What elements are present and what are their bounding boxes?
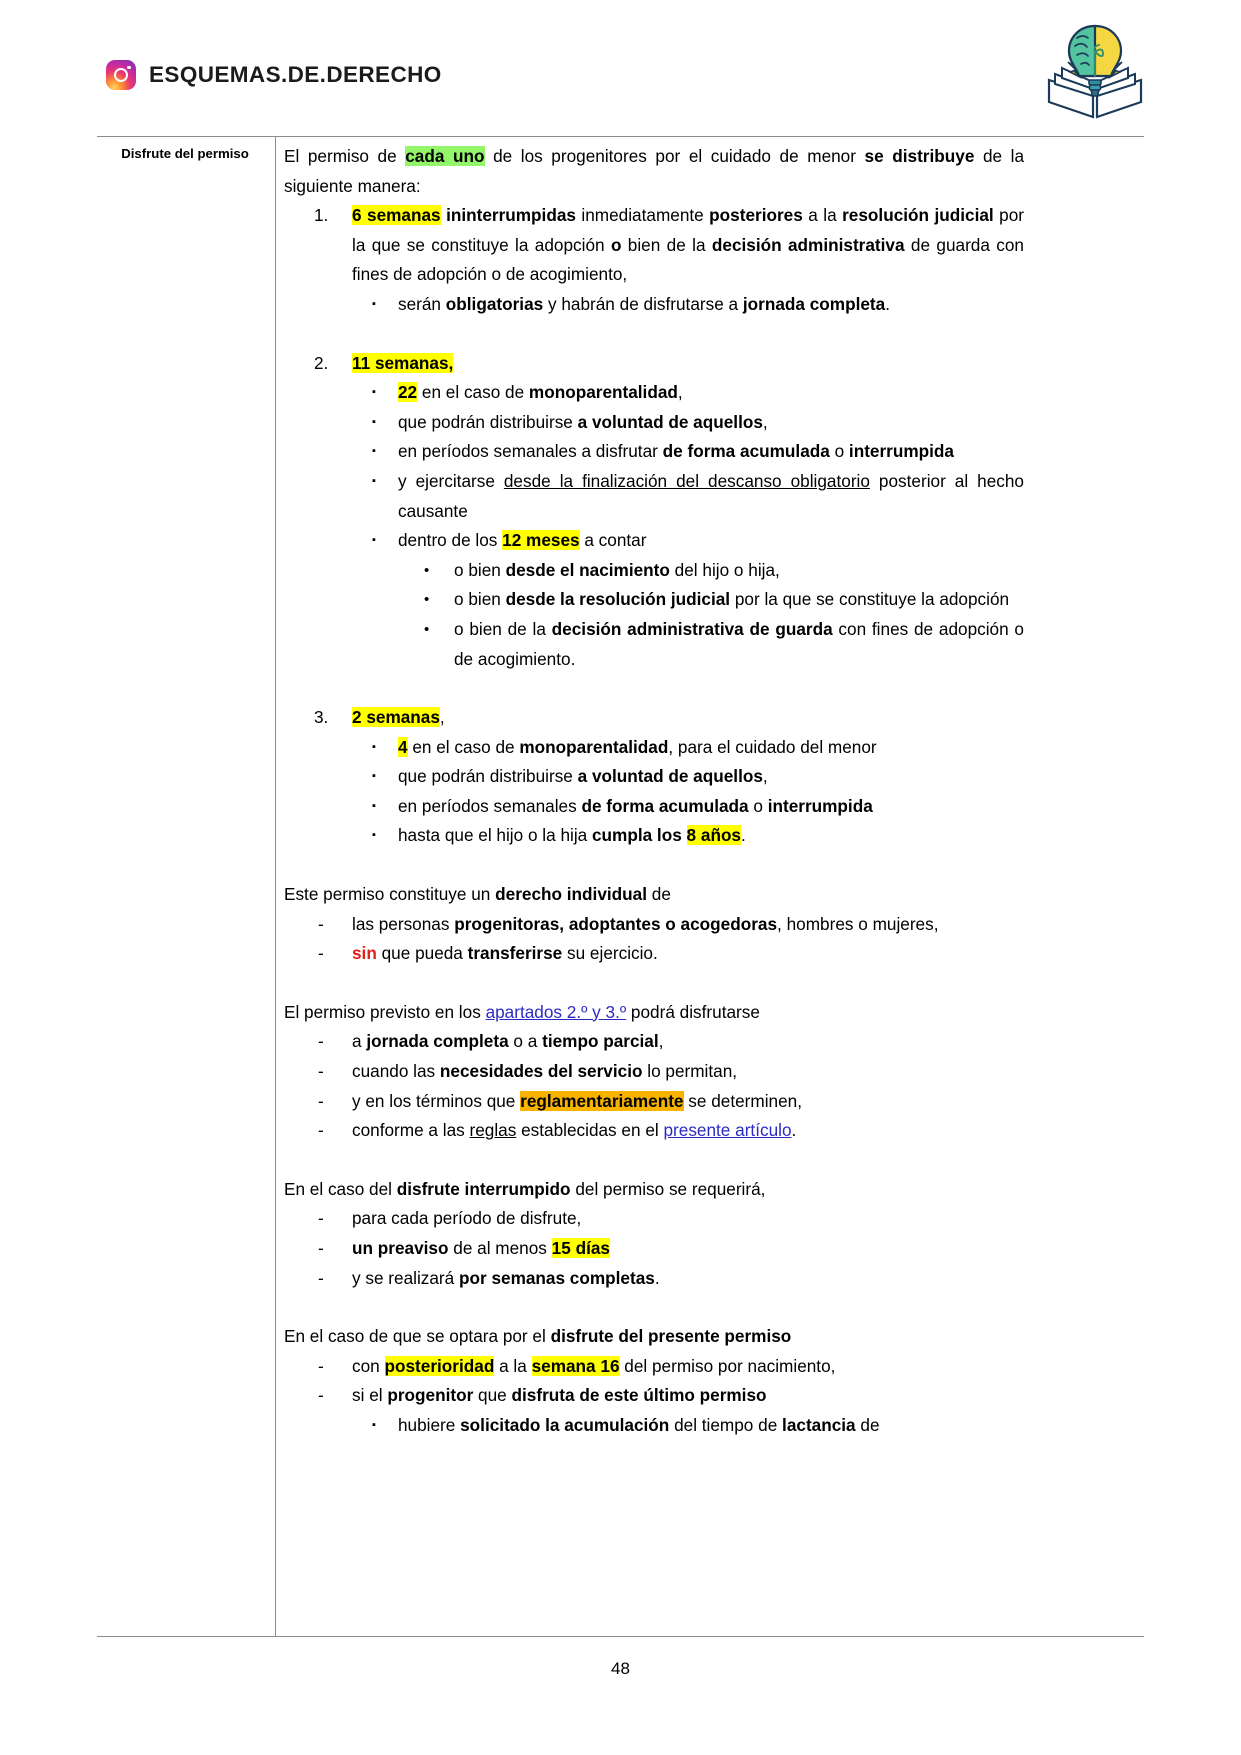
bullet-square-icon: ▪ <box>372 386 376 399</box>
spacer <box>284 320 1024 349</box>
lead-text-2: de <box>647 884 671 905</box>
bold-monoparentalidad: monoparentalidad <box>528 382 678 403</box>
bold-posteriores: posteriores <box>709 205 803 226</box>
sub-text-2: , <box>762 411 768 432</box>
dash-text-1: cuando las <box>352 1061 440 1082</box>
dash-marker: - <box>318 943 324 964</box>
dash-text-2: . <box>654 1267 660 1288</box>
dash-text-1: conforme a las <box>352 1120 470 1141</box>
subsub-text-2: del hijo o hija, <box>669 559 780 580</box>
lead-text-1: Este permiso constituye un <box>284 884 496 905</box>
list-item-2-sub-4 <box>284 467 1024 526</box>
list-item-2-subsub-1 <box>284 556 1024 586</box>
sub-text-1: y ejercitarse <box>398 470 504 491</box>
paragraph-disfrute-interrumpido <box>284 1175 1024 1205</box>
link-presente-articulo[interactable]: presente artículo <box>663 1120 792 1141</box>
intro-text-1: El permiso de <box>284 146 406 166</box>
dash-item-apartados-1 <box>284 1027 1024 1057</box>
lead-text-2: podrá disfrutarse <box>626 1001 760 1022</box>
lead-text-1: En el caso de que se optara por el <box>284 1326 551 1347</box>
dash-item-apartados-3 <box>284 1087 1024 1117</box>
bold-interrumpida: interrumpida <box>848 441 954 462</box>
paragraph-apartados <box>284 998 1024 1028</box>
list-item-1 <box>284 201 1024 290</box>
bold-de-forma-acumulada: de forma acumulada <box>662 441 830 462</box>
dash-text-2: , hombres o mujeres, <box>777 913 939 934</box>
row-label-disfrute-del-permiso: Disfrute del permiso <box>121 146 249 161</box>
sub-text-3: de <box>855 1414 880 1435</box>
item1-text-5: de guarda con fines de adopción o de acogimiento, <box>352 234 1024 285</box>
subsub-text-1: o bien <box>454 559 506 580</box>
bold-disfrute-del-presente-permiso: disfrute del presente permiso <box>550 1326 792 1347</box>
brand-block <box>106 60 442 90</box>
item1-text-3: por la que se constituye la adopción <box>352 205 1025 255</box>
item3-text-after: , <box>439 707 445 728</box>
bold-monoparentalidad: monoparentalidad <box>519 736 669 757</box>
sub-text-1: serán <box>398 293 446 314</box>
dash-item-apartados-4 <box>284 1116 1024 1146</box>
dash-text-2: lo permitan, <box>642 1061 738 1082</box>
sub-text-2: posterior al hecho causante <box>398 470 1024 521</box>
list-item-3-sub-2 <box>284 762 1024 792</box>
sub-text-1: que podrán distribuirse <box>398 766 578 787</box>
highlight-11-semanas: 11 semanas, <box>352 352 454 373</box>
intro-text-2: de los progenitores por el cuidado de menor <box>484 146 865 166</box>
list-item-3-sub-3 <box>284 792 1024 822</box>
dash-marker: - <box>318 1208 324 1229</box>
brand-name: ESQUEMAS.DE.DERECHO <box>149 62 442 87</box>
underline-reglas: reglas <box>469 1120 517 1141</box>
item1-text-1: inmediatamente <box>575 205 710 226</box>
list-item-2-subsub-2 <box>284 585 1024 615</box>
dash-text-3: . <box>791 1120 797 1141</box>
bold-tiempo-parcial: tiempo parcial <box>542 1031 659 1052</box>
bold-jornada-completa: jornada completa <box>742 293 886 314</box>
sub-text-2: o <box>829 441 849 462</box>
bold-jornada-completa: jornada completa <box>366 1031 509 1052</box>
list-item-3-sub-4 <box>284 821 1024 851</box>
bold-transferirse: transferirse <box>467 943 563 964</box>
dash-text-1: y se realizará <box>352 1267 459 1288</box>
dash-marker: - <box>318 1120 324 1141</box>
dash-item-individual-2 <box>284 939 1024 969</box>
sub-text-2: . <box>741 825 746 846</box>
dash-marker: - <box>318 1061 324 1082</box>
intro-paragraph <box>284 142 1024 201</box>
sub-text-1: dentro de los <box>398 530 503 551</box>
spacer <box>284 1146 1024 1175</box>
dash-text-2: su ejercicio. <box>562 943 658 964</box>
bullet-square-icon: ▪ <box>372 740 376 753</box>
sub-text-2: , <box>762 766 768 787</box>
highlight-cada-uno: cada uno <box>405 146 485 166</box>
highlight-15-dias: 15 días <box>551 1238 610 1258</box>
subsub-text-2: con fines de adopción o de acogimiento. <box>454 618 1024 669</box>
sub-text-2: o <box>748 795 768 816</box>
list-item-2-sub-5 <box>284 526 1024 556</box>
dash-item-interrumpido-3 <box>284 1264 1024 1294</box>
dash-marker: - <box>318 1031 324 1052</box>
dash-text-1: con <box>352 1355 385 1376</box>
sub-text-2: y habrán de disfrutarse a <box>543 293 743 314</box>
sub-text-2: , para el cuidado del menor <box>668 736 877 757</box>
bullet-square-icon: ▪ <box>372 415 376 428</box>
bold-por-semanas-completas: por semanas completas <box>459 1267 655 1288</box>
dash-marker: - <box>318 913 324 934</box>
dash-text-2: a la <box>494 1355 532 1376</box>
bold-progenitoras-adoptantes-acogedoras: progenitoras, adoptantes o acogedoras <box>454 913 778 934</box>
list-item-2-subsub-3 <box>284 615 1024 674</box>
page-header <box>0 0 1241 130</box>
dash-text-1: de al menos <box>448 1238 552 1258</box>
dash-marker: - <box>318 1385 324 1406</box>
highlight-4: 4 <box>398 736 408 757</box>
dash-marker: - <box>318 1355 324 1376</box>
sub-text-1: en períodos semanales a disfrutar <box>398 441 663 462</box>
lead-text-1: El permiso previsto en los <box>284 1001 486 1022</box>
sub-text-2: , <box>677 382 683 403</box>
highlight-12-meses: 12 meses <box>502 530 580 551</box>
dash-marker: - <box>318 1090 324 1111</box>
highlight-8-anos: 8 años <box>686 825 741 846</box>
highlight-22: 22 <box>398 382 418 403</box>
dash-text-1: a <box>352 1031 367 1052</box>
sub-text-2: a contar <box>579 530 647 551</box>
link-apartados[interactable]: apartados 2.º y 3.º <box>485 1001 627 1022</box>
bold-decision-administrativa-de-guarda: decisión administrativa de guarda <box>551 618 833 639</box>
spacer <box>284 1293 1024 1322</box>
sub-text-1: hasta que el hijo o la hija <box>398 825 592 846</box>
dash-text-2: establecidas en el <box>516 1120 664 1141</box>
bold-resolucion-judicial: resolución judicial <box>842 205 994 226</box>
bullet-square-icon: ▪ <box>372 534 376 547</box>
bold-desde-el-nacimiento: desde el nacimiento <box>505 559 670 580</box>
sub-text-1: en el caso de <box>407 736 520 757</box>
bold-desde-la-resolucion-judicial: desde la resolución judicial <box>505 589 731 610</box>
list-item-3-sub-1 <box>284 733 1024 763</box>
bold-a-voluntad-de-aquellos: a voluntad de aquellos <box>577 766 763 787</box>
bullet-square-icon: ▪ <box>372 770 376 783</box>
table-top-border <box>97 136 1144 137</box>
item1-text-2: a la <box>802 205 843 226</box>
bullet-square-icon: ▪ <box>372 799 376 812</box>
paragraph-derecho-individual <box>284 880 1024 910</box>
dash-text-2: que <box>473 1385 512 1406</box>
dash-text-3: del permiso por nacimiento, <box>619 1355 836 1376</box>
bullet-square-icon: ▪ <box>372 1418 376 1431</box>
dash-text-1: las personas <box>352 913 455 934</box>
bold-obligatorias: obligatorias <box>445 293 544 314</box>
spacer <box>284 969 1024 998</box>
list-marker: 1. <box>314 205 329 226</box>
sub-text-1: en el caso de <box>417 382 529 403</box>
list-item-1-sub-1 <box>284 290 1024 320</box>
dash-text-1: si el <box>352 1385 388 1406</box>
brain-lightbulb-book-logo-icon <box>1041 18 1149 124</box>
list-item-3 <box>284 703 1024 733</box>
bold-necesidades-del-servicio: necesidades del servicio <box>439 1061 643 1082</box>
highlight-2-semanas: 2 semanas <box>352 707 440 728</box>
bullet-square-icon: ▪ <box>372 445 376 458</box>
dash-text-2: o a <box>508 1031 543 1052</box>
table-column-divider <box>275 136 276 1636</box>
sub-text-2: del tiempo de <box>669 1414 783 1435</box>
bold-ininterrumpidas: ininterrumpidas <box>440 205 576 226</box>
bold-solicitado-la-acumulacion: solicitado la acumulación <box>460 1414 670 1435</box>
bold-decision-administrativa: decisión administrativa <box>711 234 905 255</box>
bold-interrumpida: interrumpida <box>767 795 873 816</box>
sub-text-1: que podrán distribuirse <box>398 411 578 432</box>
bold-cumpla-los: cumpla los <box>591 825 687 846</box>
list-item-2-sub-1 <box>284 378 1024 408</box>
bullet-square-icon: ▪ <box>372 474 376 487</box>
spacer <box>284 674 1024 703</box>
lead-text-2: del permiso se requerirá, <box>570 1178 766 1199</box>
intro-text-3: de la siguiente manera: <box>284 146 1025 196</box>
dash-text-1: y en los términos que <box>352 1090 521 1111</box>
sub-text-3: . <box>885 293 890 314</box>
paragraph-posterioridad <box>284 1322 1024 1352</box>
sub-text-1: en períodos semanales <box>398 795 582 816</box>
lead-text-1: En el caso del <box>284 1178 397 1199</box>
bold-se-distribuye: se distribuye <box>864 146 975 166</box>
bold-disfruta-de-este-ultimo-permiso: disfruta de este último permiso <box>511 1385 767 1406</box>
red-sin: sin <box>352 943 377 964</box>
dash-text-2: se determinen, <box>683 1090 802 1111</box>
subsub-text-1: o bien <box>454 589 506 610</box>
list-marker: 2. <box>314 352 329 373</box>
highlight-posterioridad: posterioridad <box>384 1355 495 1376</box>
highlight-reglamentariamente: reglamentariamente <box>520 1090 684 1111</box>
bold-derecho-individual: derecho individual <box>495 884 647 905</box>
dash-marker: - <box>318 1267 324 1288</box>
bullet-dot-icon: • <box>424 561 430 579</box>
dash-marker: - <box>318 1238 324 1258</box>
item1-text-4: bien de la <box>621 234 712 255</box>
list-item-2-sub-2 <box>284 408 1024 438</box>
bold-disfrute-interrumpido: disfrute interrumpido <box>396 1178 571 1199</box>
table-bottom-border <box>97 1636 1144 1637</box>
spacer <box>284 851 1024 880</box>
bold-de-forma-acumulada: de forma acumulada <box>581 795 749 816</box>
bold-a-voluntad-de-aquellos: a voluntad de aquellos <box>577 411 763 432</box>
sub-text-1: hubiere <box>398 1414 461 1435</box>
dash-text-1: para cada período de disfrute, <box>352 1208 582 1229</box>
bold-lactancia: lactancia <box>782 1414 856 1435</box>
bold-un-preaviso: un preaviso <box>352 1238 449 1258</box>
subsub-text-1: o bien de la <box>454 618 552 639</box>
dash-item-posterioridad-1 <box>284 1352 1024 1382</box>
list-marker: 3. <box>314 707 329 728</box>
dash-item-interrumpido-1 <box>284 1204 1024 1234</box>
dash-text-1: que pueda <box>376 943 468 964</box>
dash-item-individual-1 <box>284 910 1024 940</box>
list-item-2 <box>284 349 1024 379</box>
list-item-posterioridad-sub <box>284 1411 1024 1441</box>
bullet-square-icon: ▪ <box>372 297 376 310</box>
instagram-icon <box>106 60 136 90</box>
dash-item-interrumpido-2 <box>284 1234 1024 1264</box>
subsub-text-2: por la que se constituye la adopción <box>730 589 1010 610</box>
dash-item-apartados-2 <box>284 1057 1024 1087</box>
bullet-square-icon: ▪ <box>372 829 376 842</box>
list-item-2-sub-3 <box>284 437 1024 467</box>
bullet-dot-icon: • <box>424 591 430 609</box>
dash-text-3: , <box>658 1031 664 1052</box>
highlight-semana-16: semana 16 <box>531 1355 620 1376</box>
bold-progenitor: progenitor <box>387 1385 474 1406</box>
page-number: 48 <box>611 1659 630 1678</box>
dash-item-posterioridad-2 <box>284 1381 1024 1411</box>
highlight-6-semanas: 6 semanas <box>352 205 441 226</box>
bold-o: o <box>610 234 622 255</box>
main-content <box>284 142 1024 1441</box>
bullet-dot-icon: • <box>424 620 430 638</box>
underline-desde-la-finalizacion: desde la finalización del descanso obligatorio <box>503 470 870 491</box>
